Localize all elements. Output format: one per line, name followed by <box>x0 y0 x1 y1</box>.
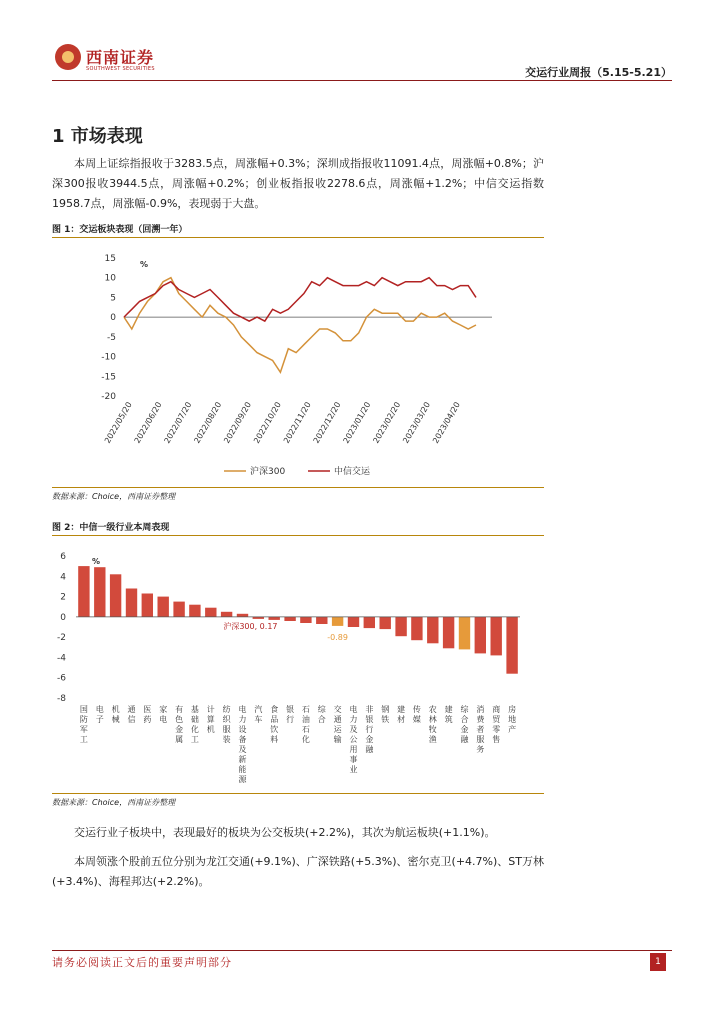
y-tick-label: -8 <box>57 694 66 704</box>
y-tick-label: 10 <box>104 273 116 284</box>
legend-label: 中信交运 <box>334 467 371 477</box>
subsector-paragraph: 交运行业子板块中，表现最好的板块为公交板块(+2.2%)，其次为航运板块(+1.1%)。 <box>74 826 496 839</box>
x-tick-label: 2022/05/20 <box>102 400 134 445</box>
x-tick-label: 计算机 <box>206 704 215 734</box>
y-tick-label: -20 <box>101 392 116 402</box>
bar <box>126 589 137 617</box>
y-tick-label: 0 <box>110 313 116 324</box>
x-tick-label: 建材 <box>397 704 406 724</box>
x-tick-label: 2023/03/20 <box>401 400 433 445</box>
y-unit-label: % <box>92 557 101 566</box>
bar <box>142 594 153 617</box>
y-tick-label: 5 <box>110 293 116 304</box>
fig2-bottom-rule <box>52 793 544 794</box>
x-tick-label: 食品饮料 <box>270 704 279 744</box>
series-line <box>124 278 476 373</box>
bar <box>284 617 295 621</box>
y-tick-label: -2 <box>57 633 66 644</box>
fig1-caption: 图 1：交运板块表现（回溯一年） <box>52 225 188 235</box>
top-stocks-paragraph: 本周领涨个股前五位分别为龙江交通(+9.1%)、广深铁路(+5.3%)、密尔克卫(+4.7%)、ST万林(+3.4%)、海程邦达(+2.2%)。 <box>52 855 544 888</box>
fig1-source: 数据来源：Choice，西南证券整理 <box>52 492 176 501</box>
y-tick-label: -10 <box>101 352 116 363</box>
y-tick-label: 15 <box>104 254 116 264</box>
page-number: 1 <box>650 953 666 971</box>
x-tick-label: 通信 <box>127 704 136 724</box>
x-tick-label: 商贸零售 <box>492 704 501 744</box>
y-tick-label: 2 <box>60 592 66 603</box>
x-tick-label: 机械 <box>111 704 120 724</box>
bar <box>173 602 184 617</box>
x-tick-label: 2022/09/20 <box>222 400 254 445</box>
x-tick-label: 综合金融 <box>460 704 469 744</box>
x-tick-label: 电力设备及新能源 <box>238 704 247 784</box>
bar <box>380 617 391 629</box>
section-title: 1 市场表现 <box>52 126 143 147</box>
x-tick-label: 银行 <box>286 704 295 724</box>
y-unit-label: % <box>140 260 149 269</box>
x-tick-label: 2022/08/20 <box>192 400 224 445</box>
bar <box>94 567 105 617</box>
bar <box>443 617 454 648</box>
fig1-bottom-rule <box>52 487 544 488</box>
y-tick-label: 4 <box>60 572 66 583</box>
fig2-caption: 图 2：中信一级行业本周表现 <box>52 523 170 533</box>
y-tick-label: -6 <box>57 673 66 684</box>
x-tick-label: 建筑 <box>444 704 453 724</box>
line-chart <box>52 240 544 484</box>
x-tick-label: 消费者服务 <box>476 704 485 754</box>
bar <box>506 617 517 674</box>
y-tick-label: -15 <box>101 372 116 383</box>
x-tick-label: 医药 <box>143 704 152 724</box>
bar <box>364 617 375 628</box>
bar <box>269 617 280 620</box>
x-tick-label: 2022/10/20 <box>252 400 283 445</box>
x-tick-label: 有色金属 <box>175 704 184 744</box>
x-tick-label: 纺织服装 <box>222 704 231 744</box>
bar <box>332 617 343 626</box>
hs300-annotation: 沪深300, 0.17 <box>223 621 278 631</box>
x-tick-label: 2022/06/20 <box>132 400 164 445</box>
x-tick-label: 2023/02/20 <box>371 400 403 445</box>
x-tick-label: 2022/11/20 <box>281 400 313 445</box>
fig2-top-rule <box>52 535 544 536</box>
x-tick-label: 电力及公用事业 <box>349 704 358 774</box>
x-tick-label: 电子 <box>95 704 104 724</box>
x-tick-label: 交通运输 <box>333 704 342 744</box>
logo-text: 西南证券 <box>86 48 155 67</box>
x-tick-label: 房地产 <box>508 704 517 734</box>
x-tick-label: 2023/04/20 <box>431 400 462 445</box>
bar <box>78 566 89 617</box>
bar <box>158 597 169 617</box>
x-tick-label: 家电 <box>159 704 168 724</box>
x-tick-label: 农林牧渔 <box>428 704 437 744</box>
x-tick-label: 2023/01/20 <box>341 400 373 445</box>
bar <box>459 617 470 650</box>
x-tick-label: 非银行金融 <box>365 704 374 754</box>
bar <box>110 574 121 617</box>
x-tick-label: 综合 <box>317 704 326 724</box>
fig2-source: 数据来源：Choice，西南证券整理 <box>52 798 176 807</box>
footer-divider <box>52 950 672 951</box>
bar <box>316 617 327 624</box>
bar <box>300 617 311 623</box>
x-tick-label: 2022/12/20 <box>311 400 343 445</box>
logo-mark <box>55 44 81 70</box>
logo-subtext: SOUTHWEST SECURITIES <box>86 66 155 72</box>
y-tick-label: 0 <box>60 612 66 623</box>
bar <box>221 612 232 617</box>
bar <box>348 617 359 627</box>
report-title: 交运行业周报（5.15-5.21） <box>525 66 672 79</box>
x-tick-label: 传媒 <box>412 704 421 724</box>
header-divider <box>52 80 672 81</box>
fig1-top-rule <box>52 237 544 238</box>
footer-disclaimer: 请务必阅读正文后的重要声明部分 <box>52 956 232 969</box>
bar <box>205 608 216 617</box>
bar <box>491 617 502 656</box>
legend-label: 沪深300 <box>250 467 286 477</box>
bar <box>411 617 422 640</box>
y-tick-label: -5 <box>107 332 116 343</box>
intro-paragraph: 本周上证综指报收于3283.5点，周涨幅+0.3%；深圳成指报收11091.4点，周涨幅+0.8%；沪深300报收3944.5点，周涨幅+0.2%；创业板指报收2278.6点，周涨幅+1.2%；中信交运指数1958.7点，周涨幅-0.9%，表现弱于大盘。 <box>52 157 544 210</box>
x-tick-label: 基础化工 <box>190 704 199 744</box>
x-tick-label: 石油石化 <box>301 704 310 744</box>
bar <box>427 617 438 643</box>
y-tick-label: -4 <box>57 653 66 664</box>
bar <box>475 617 486 654</box>
bar <box>395 617 406 636</box>
x-tick-label: 2022/07/20 <box>162 400 194 445</box>
transport-annotation: -0.89 <box>327 632 348 642</box>
x-tick-label: 汽车 <box>254 704 263 724</box>
y-tick-label: 6 <box>60 552 66 562</box>
bar <box>237 614 248 617</box>
bar-chart <box>52 540 544 790</box>
x-tick-label: 国防军工 <box>79 704 88 744</box>
bar <box>189 605 200 617</box>
x-tick-label: 钢铁 <box>381 704 390 724</box>
